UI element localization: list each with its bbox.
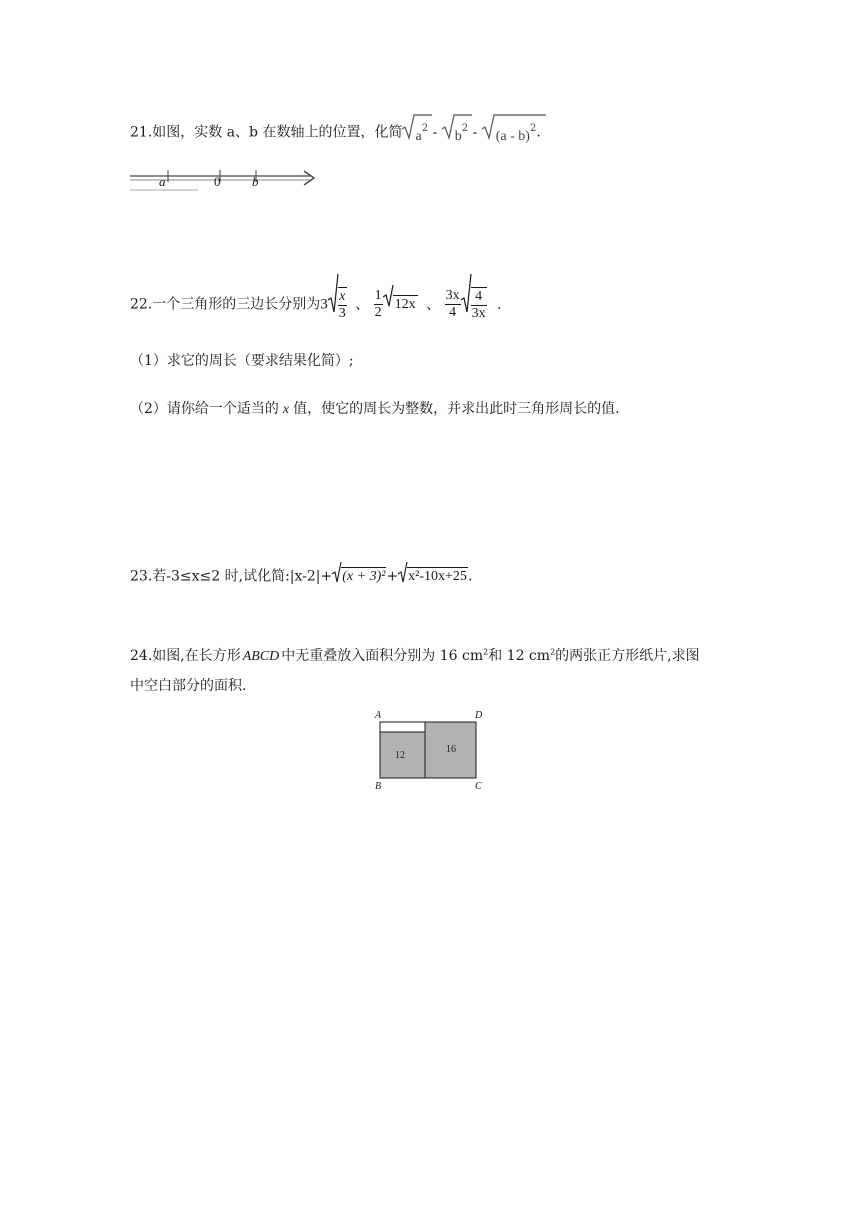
q22-coef: 3	[320, 296, 328, 313]
q22-12x: 12x	[394, 297, 416, 312]
q23-text: 23.若-3≤x≤2 时,试化简:	[130, 568, 290, 585]
frac-4-3x: $\frac{4}{3x}$	[471, 288, 486, 321]
q24-sup-1: 2	[483, 647, 489, 657]
q21-minus-2: -	[472, 124, 478, 141]
q23-rad1: (x + 3)²	[342, 569, 386, 584]
q21-text: 21.如图，实数 a、b 在数轴上的位置，化简	[130, 124, 403, 141]
frac-3x-4: $\frac{3x}{4}$	[445, 287, 460, 320]
frac-1-2: $\frac{1}{2}$	[374, 287, 382, 320]
q22-line	[130, 272, 501, 322]
corner-label-c: C	[475, 781, 482, 792]
q23-rad2: x²-10x+25	[408, 569, 467, 584]
q21-a: a	[415, 128, 422, 144]
q24-line2: 中空白部分的面积.	[130, 678, 247, 694]
q21-exp-3: 2	[529, 122, 537, 134]
q22-part2-pre: （2）请你给一个适当的	[130, 401, 279, 417]
q23-plus: +	[386, 568, 399, 585]
q22-sep-2: 、	[426, 296, 441, 313]
q24-figure	[370, 708, 494, 796]
number-line-label-a: a	[159, 174, 166, 189]
sqrt-quadratic	[398, 560, 407, 593]
large-square-area: 16	[446, 744, 456, 755]
q23-end: .	[467, 568, 473, 585]
corner-label-d: D	[475, 710, 483, 721]
q22-part1: （1）求它的周长（要求结果化简）;	[130, 353, 354, 369]
q21-line	[130, 113, 541, 143]
q23-abs: |x-2|+	[289, 568, 333, 585]
small-square-area: 12	[395, 750, 405, 761]
q21-b: b	[454, 128, 462, 144]
number-line-label-b: b	[252, 174, 259, 189]
q24-line1-mid: 中无重叠放入面积分别为 16 cm	[281, 648, 484, 664]
sqrt-x-plus-3-squared	[332, 560, 341, 593]
q24-line1-pre: 24.如图,在长方形	[130, 648, 241, 664]
sqrt-x-over-3	[328, 272, 338, 337]
q22-part2-post: 值，使它的周长为整数，并求出此时三角形周长的值.	[293, 401, 620, 417]
q23-line	[130, 560, 472, 586]
q24-sup-2: 2	[550, 647, 556, 657]
sqrt-12x	[383, 279, 393, 330]
q21-minus-1: -	[432, 124, 438, 141]
q22-sep-1: 、	[355, 296, 370, 313]
frac-x-3: $\frac{x}{3}$	[338, 288, 346, 321]
q21-exp-2: 2	[461, 122, 469, 134]
q24-line1-mid2: 和 12 cm	[488, 648, 551, 664]
q24-line1	[130, 645, 700, 665]
q21-ab: (a - b)	[495, 128, 530, 144]
sqrt-4-over-3x	[461, 272, 471, 337]
corner-label-a: A	[375, 710, 382, 721]
q22-part2-var: x	[282, 402, 290, 417]
number-line-label-0: 0	[214, 174, 221, 189]
q24-line1-post: 的两张正方形纸片,求图	[555, 648, 700, 664]
corner-label-b: B	[375, 781, 382, 792]
number-line-svg	[128, 166, 318, 194]
q21-number-line	[128, 166, 318, 194]
q24-rect-name: ABCD	[242, 649, 280, 664]
q22-part2	[130, 398, 620, 418]
q21-end: .	[536, 124, 541, 141]
q22-end: .	[497, 296, 502, 313]
q22-text: 22.一个三角形的三边长分别为	[130, 296, 321, 313]
q21-exp-1: 2	[421, 122, 429, 134]
